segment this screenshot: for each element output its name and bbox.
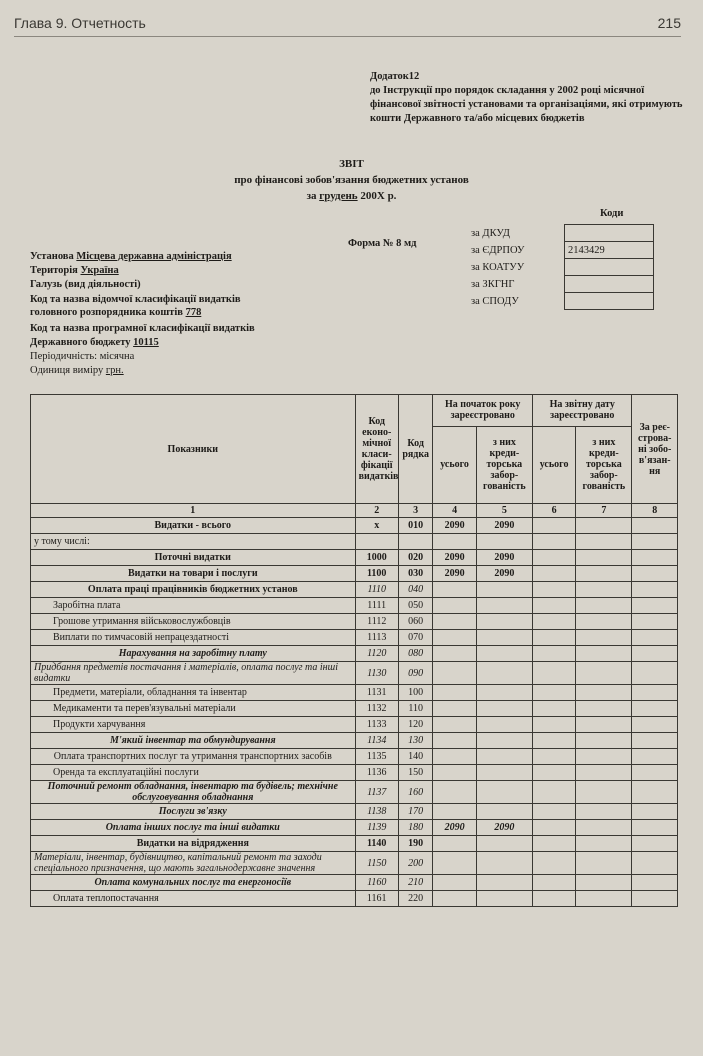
table-row — [31, 550, 678, 566]
column-number: 7 — [576, 504, 632, 518]
row-cell — [576, 598, 632, 614]
row-cell: 040 — [398, 582, 433, 598]
row-cell: 100 — [398, 685, 433, 701]
row-cell — [532, 733, 575, 749]
row-name: Придбання предметів постачання і матеріалів, оплата послуг та інші видатки — [31, 662, 356, 685]
col-start-debt: з них креди-торська забор-гованість — [476, 426, 532, 503]
col-row-code: Код рядка — [398, 395, 433, 504]
col-report-total: усього — [532, 426, 575, 503]
col-start-total: усього — [433, 426, 476, 503]
row-cell: 2090 — [476, 518, 532, 534]
row-cell — [632, 566, 678, 582]
row-cell — [576, 566, 632, 582]
row-cell: 2090 — [476, 566, 532, 582]
row-name: М'який інвентар та обмундирування — [31, 733, 356, 749]
row-cell — [476, 733, 532, 749]
row-cell — [632, 875, 678, 891]
row-cell: 1140 — [355, 836, 398, 852]
row-cell — [576, 852, 632, 875]
row-cell — [476, 582, 532, 598]
row-cell: 1100 — [355, 566, 398, 582]
row-cell — [576, 875, 632, 891]
table-row — [31, 534, 678, 550]
row-cell — [632, 733, 678, 749]
row-cell — [632, 630, 678, 646]
row-cell — [532, 582, 575, 598]
row-name: Оплата теплопостачання — [31, 891, 356, 907]
code-label: за СПОДУ — [471, 295, 519, 307]
row-cell: 150 — [398, 765, 433, 781]
table-row — [31, 836, 678, 852]
row-cell — [532, 662, 575, 685]
row-name: Виплати по тимчасовій непрацездатності — [31, 630, 356, 646]
code-value — [565, 259, 654, 276]
table-row — [31, 662, 678, 685]
row-cell — [476, 836, 532, 852]
annex-number: Додаток12 — [370, 71, 420, 82]
row-cell: 2090 — [476, 820, 532, 836]
table-row — [31, 820, 678, 836]
row-cell — [476, 598, 532, 614]
row-cell — [433, 582, 476, 598]
column-number: 8 — [632, 504, 678, 518]
row-cell — [433, 733, 476, 749]
row-cell: 190 — [398, 836, 433, 852]
row-cell — [532, 836, 575, 852]
col-registered: За реє-строва-ні зобо-в'язан-ня — [632, 395, 678, 504]
row-cell: 1137 — [355, 781, 398, 804]
row-cell — [632, 534, 678, 550]
row-cell — [532, 701, 575, 717]
row-name: Матеріали, інвентар, будівництво, капітальний ремонт та заходи спеціального призначення, що мають загальнодержавне значення — [31, 852, 356, 875]
row-cell: 220 — [398, 891, 433, 907]
row-name: Продукти харчування — [31, 717, 356, 733]
row-cell — [576, 820, 632, 836]
row-cell — [632, 765, 678, 781]
row-cell: 1110 — [355, 582, 398, 598]
col-report-debt: з них креди-торська забор-гованість — [576, 426, 632, 503]
code-label: за КОАТУУ — [471, 261, 525, 273]
row-cell — [632, 582, 678, 598]
table-row — [31, 852, 678, 875]
column-numbers-row — [31, 504, 678, 518]
row-cell — [433, 781, 476, 804]
row-cell — [632, 749, 678, 765]
row-cell — [433, 614, 476, 630]
table-row — [31, 701, 678, 717]
row-name: Оплата комунальних послуг та енергоносіїв — [31, 875, 356, 891]
row-cell: 2090 — [433, 518, 476, 534]
row-cell — [576, 891, 632, 907]
row-cell: 210 — [398, 875, 433, 891]
row-cell: 030 — [398, 566, 433, 582]
row-cell — [576, 804, 632, 820]
table-row — [31, 733, 678, 749]
row-cell: 130 — [398, 733, 433, 749]
row-cell — [433, 646, 476, 662]
row-cell — [576, 582, 632, 598]
row-cell — [632, 646, 678, 662]
col-report-date: На звітну дату зареєстровано — [532, 395, 632, 427]
row-cell: 110 — [398, 701, 433, 717]
row-cell — [632, 820, 678, 836]
row-cell — [576, 662, 632, 685]
row-cell — [576, 733, 632, 749]
row-cell — [576, 781, 632, 804]
row-name: Оплата транспортних послуг та утримання транспортних засобів — [31, 749, 356, 765]
row-cell — [576, 836, 632, 852]
row-cell — [532, 875, 575, 891]
row-cell — [476, 685, 532, 701]
col-econ-code: Код еконо-мічної класи-фікації видатків — [355, 395, 398, 504]
row-cell — [632, 614, 678, 630]
code-value: 2143429 — [565, 242, 654, 259]
row-cell — [476, 749, 532, 765]
row-cell — [476, 701, 532, 717]
row-cell — [476, 765, 532, 781]
row-cell: 1131 — [355, 685, 398, 701]
row-cell — [532, 820, 575, 836]
table-row — [31, 582, 678, 598]
row-cell — [476, 614, 532, 630]
row-cell — [433, 717, 476, 733]
table-row — [31, 598, 678, 614]
row-name: Медикаменти та перев'язувальні матеріали — [31, 701, 356, 717]
row-cell: 080 — [398, 646, 433, 662]
row-cell — [476, 875, 532, 891]
row-cell — [576, 685, 632, 701]
row-cell: 070 — [398, 630, 433, 646]
table-row — [31, 717, 678, 733]
row-cell: 180 — [398, 820, 433, 836]
code-label: за ЄДРПОУ — [471, 244, 525, 256]
row-name: Видатки - всього — [31, 518, 356, 534]
column-number: 1 — [31, 504, 356, 518]
table-row — [31, 566, 678, 582]
row-cell: 1150 — [355, 852, 398, 875]
page-header — [14, 8, 681, 37]
row-name: Оплата праці працівників бюджетних установ — [31, 582, 356, 598]
row-cell: 170 — [398, 804, 433, 820]
row-cell — [532, 804, 575, 820]
main-manager-line-1: Код та назва відомчої класифікації видатків — [30, 294, 241, 305]
row-cell — [532, 781, 575, 804]
annex-text: до Інструкції про порядок складання у 2002 році місячної фінансової звітності установами та організаціями, які отримують кошти Державного та/або місцевих бюджетів — [370, 85, 683, 124]
row-cell: 1138 — [355, 804, 398, 820]
row-cell — [576, 701, 632, 717]
row-cell — [532, 717, 575, 733]
row-cell — [576, 646, 632, 662]
row-cell: 140 — [398, 749, 433, 765]
codes-table — [468, 224, 654, 310]
row-name: Нарахування на заробітну плату — [31, 646, 356, 662]
chapter-title: Глава 9. Отчетность — [14, 15, 146, 31]
row-cell: 1139 — [355, 820, 398, 836]
row-cell — [476, 781, 532, 804]
row-name: Заробітна плата — [31, 598, 356, 614]
row-cell — [576, 534, 632, 550]
row-cell — [476, 662, 532, 685]
row-cell — [476, 891, 532, 907]
row-cell: 1133 — [355, 717, 398, 733]
row-cell — [532, 518, 575, 534]
table-row — [31, 891, 678, 907]
row-cell — [532, 852, 575, 875]
row-cell — [476, 534, 532, 550]
row-cell — [576, 765, 632, 781]
row-cell: х — [355, 518, 398, 534]
row-name: Оплата інших послуг та інші видатки — [31, 820, 356, 836]
row-cell — [532, 685, 575, 701]
row-cell — [476, 630, 532, 646]
row-cell: 1130 — [355, 662, 398, 685]
row-cell: 2090 — [433, 820, 476, 836]
row-cell — [433, 598, 476, 614]
row-cell: 1111 — [355, 598, 398, 614]
row-cell — [433, 685, 476, 701]
table-row — [31, 518, 678, 534]
row-cell: 2090 — [433, 566, 476, 582]
code-value — [565, 225, 654, 242]
row-cell — [576, 518, 632, 534]
row-cell — [632, 685, 678, 701]
table-row — [31, 630, 678, 646]
row-cell — [532, 646, 575, 662]
row-cell — [398, 534, 433, 550]
page-number: 215 — [657, 15, 681, 31]
row-name: Оренда та експлуатаційні послуги — [31, 765, 356, 781]
row-cell — [632, 804, 678, 820]
row-name: Предмети, матеріали, обладнання та інвентар — [31, 685, 356, 701]
row-cell — [632, 518, 678, 534]
table-row — [31, 765, 678, 781]
codes-row — [468, 225, 654, 242]
row-cell: 010 — [398, 518, 433, 534]
row-name: Послуги зв'язку — [31, 804, 356, 820]
branch-line: Галузь (вид діяльності) — [30, 279, 141, 290]
codes-heading: Коди — [600, 208, 624, 219]
column-number: 5 — [476, 504, 532, 518]
form-number: Форма № 8 мд — [348, 238, 417, 249]
row-cell — [576, 749, 632, 765]
row-cell — [433, 662, 476, 685]
row-cell — [532, 891, 575, 907]
row-cell — [532, 550, 575, 566]
row-cell: 060 — [398, 614, 433, 630]
periodicity-line: Періодичність: місячна — [30, 351, 135, 362]
row-cell — [532, 614, 575, 630]
row-cell — [355, 534, 398, 550]
institution-line: Установа Місцева державна адміністрація — [30, 251, 232, 262]
column-number: 3 — [398, 504, 433, 518]
row-name: Поточний ремонт обладнання, інвентарю та будівель; технічне обслуговування обладнання — [31, 781, 356, 804]
row-cell — [576, 550, 632, 566]
table-row — [31, 875, 678, 891]
code-label: за ДКУД — [471, 227, 510, 239]
row-cell: 1000 — [355, 550, 398, 566]
row-cell — [532, 765, 575, 781]
code-value — [565, 276, 654, 293]
row-cell — [532, 534, 575, 550]
row-cell — [632, 662, 678, 685]
main-manager-line-2: головного розпорядника коштів 778 — [30, 307, 202, 318]
row-cell: 1120 — [355, 646, 398, 662]
row-cell: 050 — [398, 598, 433, 614]
row-cell — [433, 534, 476, 550]
row-cell — [632, 550, 678, 566]
row-cell — [532, 630, 575, 646]
row-cell — [476, 804, 532, 820]
table-row — [31, 804, 678, 820]
unit-line: Одиниця виміру грн. — [30, 365, 124, 376]
row-cell — [433, 765, 476, 781]
row-cell: 090 — [398, 662, 433, 685]
row-cell: 1160 — [355, 875, 398, 891]
row-cell — [433, 630, 476, 646]
annex-note — [370, 70, 690, 126]
table-row — [31, 781, 678, 804]
row-name: Грошове утримання військовослужбовців — [31, 614, 356, 630]
row-cell: 2090 — [433, 550, 476, 566]
report-period: за грудень 200Х р. — [306, 190, 397, 202]
row-cell — [433, 875, 476, 891]
row-cell — [433, 804, 476, 820]
report-subtitle: про фінансові зобов'язання бюджетних установ — [234, 174, 469, 186]
code-label: за ЗКГНГ — [471, 278, 515, 290]
row-cell: 200 — [398, 852, 433, 875]
column-number: 6 — [532, 504, 575, 518]
col-indicators: Показники — [31, 395, 356, 504]
row-cell — [632, 852, 678, 875]
row-cell — [433, 701, 476, 717]
column-number: 4 — [433, 504, 476, 518]
row-cell — [476, 717, 532, 733]
row-cell — [576, 630, 632, 646]
row-cell: 1136 — [355, 765, 398, 781]
codes-row — [468, 242, 654, 259]
row-cell: 1134 — [355, 733, 398, 749]
table-row — [31, 749, 678, 765]
row-cell — [632, 701, 678, 717]
row-cell: 1113 — [355, 630, 398, 646]
program-line-2: Державного бюджету 10115 — [30, 337, 159, 348]
program-line-1: Код та назва програмної класифікації видатків — [30, 323, 255, 334]
row-name: Видатки на товари і послуги — [31, 566, 356, 582]
row-cell — [632, 781, 678, 804]
row-cell: 1132 — [355, 701, 398, 717]
row-cell — [576, 717, 632, 733]
codes-row — [468, 276, 654, 293]
row-cell — [476, 646, 532, 662]
row-cell: 2090 — [476, 550, 532, 566]
row-name: у тому числі: — [31, 534, 356, 550]
table-row — [31, 685, 678, 701]
codes-row — [468, 259, 654, 276]
codes-row — [468, 293, 654, 310]
report-title: ЗВІТ — [339, 158, 364, 170]
row-cell: 020 — [398, 550, 433, 566]
code-value — [565, 293, 654, 310]
table-row — [31, 646, 678, 662]
row-cell — [433, 749, 476, 765]
obligations-table — [30, 394, 678, 907]
row-cell — [433, 852, 476, 875]
row-cell — [632, 717, 678, 733]
row-cell: 1135 — [355, 749, 398, 765]
col-start-year: На початок року зареєстровано — [433, 395, 533, 427]
territory-line: Територія Україна — [30, 265, 119, 276]
row-cell — [532, 749, 575, 765]
row-cell — [632, 598, 678, 614]
row-name: Видатки на відрядження — [31, 836, 356, 852]
row-name: Поточні видатки — [31, 550, 356, 566]
table-row — [31, 614, 678, 630]
row-cell — [632, 836, 678, 852]
row-cell — [476, 852, 532, 875]
row-cell: 1161 — [355, 891, 398, 907]
row-cell — [532, 598, 575, 614]
row-cell — [532, 566, 575, 582]
column-number: 2 — [355, 504, 398, 518]
row-cell — [433, 836, 476, 852]
row-cell: 1112 — [355, 614, 398, 630]
row-cell: 160 — [398, 781, 433, 804]
row-cell: 120 — [398, 717, 433, 733]
row-cell — [576, 614, 632, 630]
row-cell — [433, 891, 476, 907]
row-cell — [632, 891, 678, 907]
